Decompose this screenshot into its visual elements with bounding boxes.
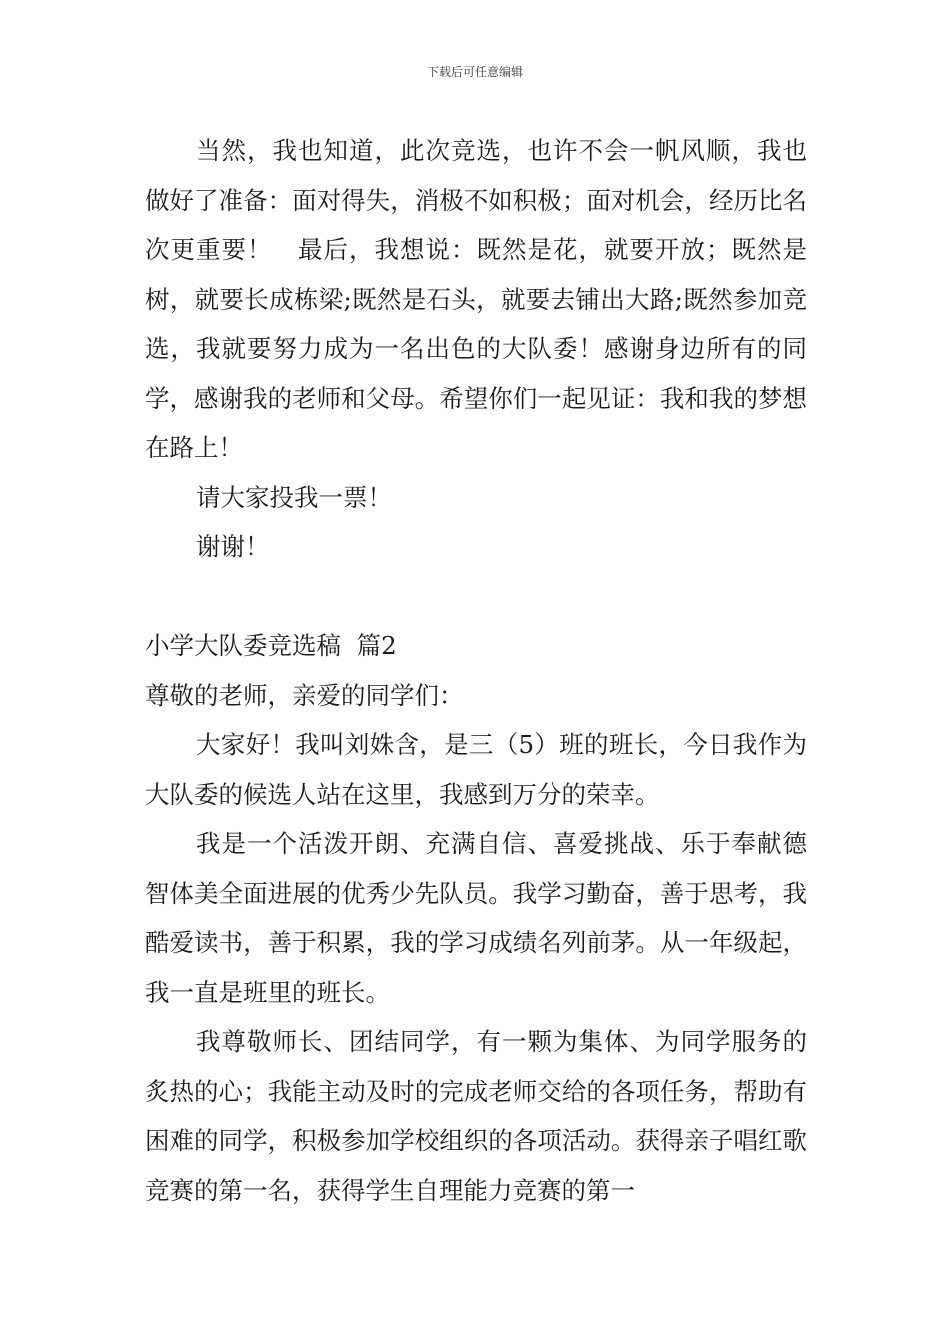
section-title: 小学大队委竞选稿 篇2 [145, 631, 397, 660]
paragraph-vote-request: 请大家投我一票！ [196, 482, 392, 512]
page-header-note: 下载后可任意编辑 [426, 65, 523, 79]
salutation: 尊敬的老师，亲爱的同学们： [145, 680, 464, 710]
paragraph-self-description: 我是一个活泼开朗、充满自信、喜爱挑战、乐于奉献德智体美全面进展的优秀少先队员。我学习勤奋，善于思考，我酷爱读书，善于积累，我的学习成绩名列前茅。从一年级起，我一直是班里的班长。 [145, 829, 807, 1007]
paragraph-thanks: 谢谢！ [196, 532, 270, 561]
paragraph-service: 我尊敬师长、团结同学，有一颗为集体、为同学服务的炙热的心；我能主动及时的完成老师交给的各项任务，帮助有困难的同学，积极参加学校组织的各项活动。获得亲子唱红歌竞赛的第一名，获得学生自理能力竞赛的第一 [145, 1027, 807, 1205]
paragraph-closing-statement: 当然，我也知道，此次竞选，也许不会一帆风顺，我也做好了准备：面对得失，消极不如积极；面对机会，经历比名次更重要！ 最后，我想说：既然是花，就要开放；既然是树，就要长成栋梁;既然是石头，就要去铺出大路;既然参加竞选，我就要努力成为一名出色的大队委！感谢身边所有的同学，感谢我的老师和父母。希望你们一起见证：我和我的梦想在路上！ [145, 136, 807, 462]
paragraph-introduction: 大家好！我叫刘姝含，是三（5）班的班长，今日我作为大队委的候选人站在这里，我感到万分的荣幸。 [145, 730, 807, 809]
section-gap [145, 572, 807, 622]
document-body [145, 126, 807, 1215]
